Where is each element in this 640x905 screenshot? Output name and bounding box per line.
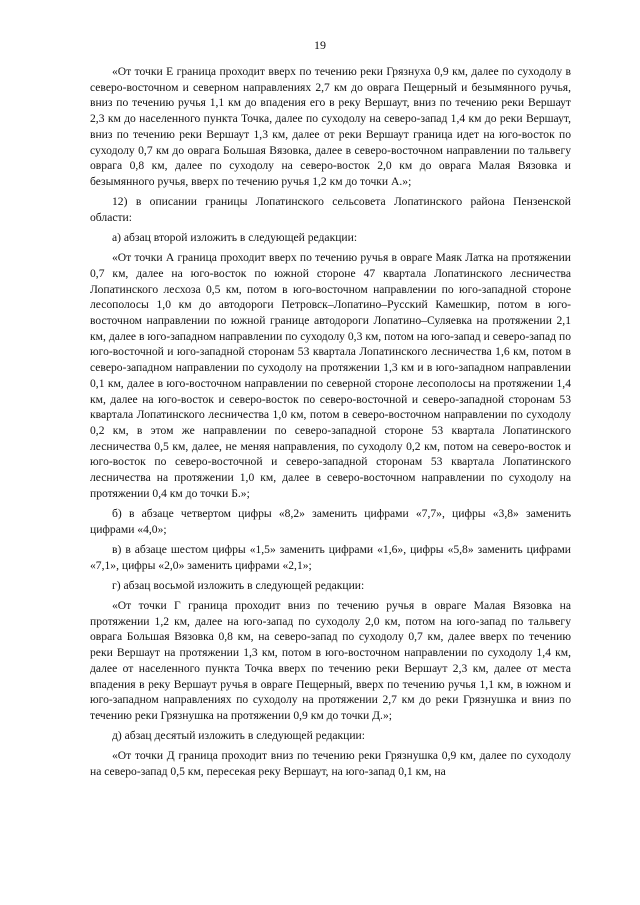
- paragraph-item-12: 12) в описании границы Лопатинского сельсовета Лопатинского района Пензенской области:: [90, 195, 571, 224]
- document-body: [90, 64, 571, 784]
- paragraph-subitem-a: а) абзац второй изложить в следующей редакции:: [112, 231, 358, 245]
- paragraph-point-a: «От точки А граница проходит вверх по течению ручья в овраге Маяк Латка на протяжении 0,7 км, далее на юго-восток по южной стороне 47 квартала Лопатинского лесничества Лопатинского лесхоза 0,5 км, потом в юго-восточном направлении по юго-западной стороне лесополосы 1,0 км до автодороги Петровск–Лопатино–Русский Камешкир, потом в юго-восточном направлении по южной границе автодороги Лопатино–Суляевка на протяжении 2,1 км, далее в юго-западном направлении по суходолу 0,3 км, потом на юго-запад и северо-запад по юго-восточной и юго-западной сторонам 53 квартала Лопатинского лесничества 1,6 км, потом в северо-западном направлении по суходолу на протяжении 1,3 км и в юго-западном направлении 0,1 км, далее в юго-восточном направлении по северной стороне лесополосы на протяжении 1,4 км, далее на юго-восток и северо-восток по северо-восточной и северо-западной сторонам 53 квартала Лопатинского лесничества 1,0 км, потом в северо-восточном направлении по суходолу 0,2 км, в этом же направлении по северо-западной стороне 53 квартала Лопатинского лесничества 0,5 км, далее, не меняя направления, по суходолу 0,2 км, потом на северо-восток и юго-восток по северо-восточной и северо-западной сторонам 53 квартала Лопатинского лесничества на протяжении 1,0 км, далее в северо-восточном направлении по суходолу на протяжении 0,4 км до точки Б.»;: [90, 251, 571, 500]
- paragraph-subitem-v: в) в абзаце шестом цифры «1,5» заменить цифрами «1,6», цифры «5,8» заменить цифрами «7,1», цифры «2,0» заменить цифрами «2,1»;: [90, 542, 571, 572]
- paragraph-point-d: «От точки Д граница проходит вниз по течению реки Грязнушка 0,9 км, далее по суходолу на северо-запад 0,5 км, пересекая реку Вершаут, на юго-запад 0,1 км, на: [90, 749, 571, 779]
- paragraph-subitem-d: д) абзац десятый изложить в следующей редакции:: [112, 729, 365, 743]
- page-number: 19: [314, 38, 326, 52]
- paragraph-point-e: «От точки Е граница проходит вверх по течению реки Грязнуха 0,9 км, далее по суходолу в северо-восточном и северном направлениях 2,7 км до оврага Пещерный и безымянного ручья, вниз по течению ручья 1,1 км до впадения его в реку Вершаут, вниз по течению реки Вершаут 2,3 км до населенного пункта Точка, далее по суходолу на северо-запад 1,4 км до реки Вершаут, вниз по течению реки Вершаут 1,3 км, далее от реки Вершаут граница идет на юго-восток по суходолу 0,7 км до оврага Большая Вязовка, далее в северо-восточном направлении по тальвегу оврага 0,8 км, далее по суходолу на северо-восток 2,0 км до оврага Малая Вязовка и безымянного ручья, вверх по течению ручья 1,2 км до точки А.»;: [90, 65, 571, 188]
- paragraph-subitem-b: б) в абзаце четвертом цифры «8,2» заменить цифрами «7,7», цифры «3,8» заменить цифрами «4,0»;: [90, 506, 571, 536]
- paragraph-subitem-g: г) абзац восьмой изложить в следующей редакции:: [112, 578, 365, 592]
- paragraph-point-g: «От точки Г граница проходит вниз по течению ручья в овраге Малая Вязовка на протяжении 1,2 км, далее на юго-запад по суходолу 2,0 км, потом на юго-запад по тальвегу оврага Большая Вязовка 0,8 км, на северо-запад по суходолу 0,7 км, далее вверх по течению реки Вершаут на протяжении 1,3 км, потом в юго-восточном направлении по суходолу 1,4 км, далее от населенного пункта Точка вверх по течению реки Вершаут 2,3 км, далее от места впадения в реку Вершаут ручья в овраге Пещерный, вверх по течению ручья 1,1 км, в южном и юго-западном направлениях по суходолу на протяжении 2,7 км до реки Грязнушка и вниз по течению реки Грязнушка на протяжении 0,9 км до точки Д.»;: [90, 599, 571, 722]
